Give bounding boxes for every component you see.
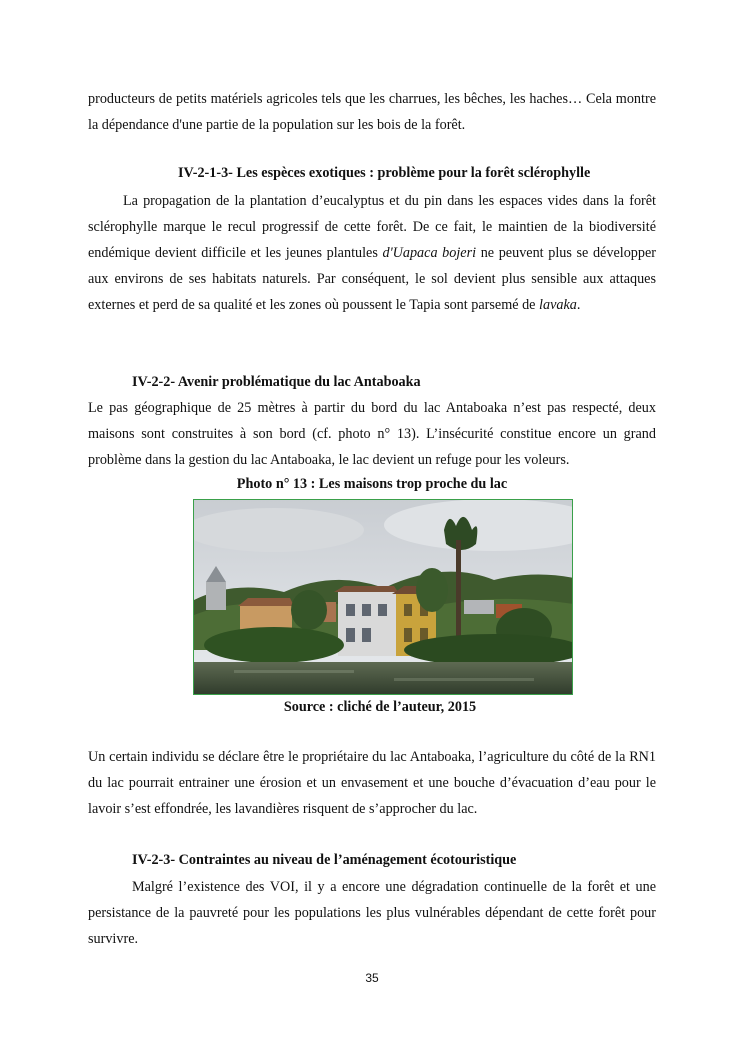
photo-houses-near-lake — [193, 499, 573, 695]
species-name: d'Uapaca bojeri — [382, 245, 477, 261]
paragraph-proprietaire-lac: Un certain individu se déclare être le propriétaire du lac Antaboaka, l’agriculture du côté de la RN1 du lac pourrait entrainer une érosion et un envasement et une bouche d’évacuation d’eau pour le lavoir s’est effondrée, les lavandières risquent de s’approcher du lac. — [88, 749, 656, 817]
photo-illustration — [194, 500, 573, 695]
paragraph-text: . — [576, 297, 581, 313]
paragraph-lac-antaboaka: Le pas géographique de 25 mètres à partir du bord du lac Antaboaka n’est pas respecté, deux maisons sont construites à son bord (cf. photo n° 13). L’insécurité constitue encore un grand problème dans la gestion du lac Antaboaka, le lac devient un refuge pour les voleurs. — [88, 400, 656, 468]
paragraph-text: La propagation de la plantation d’eucalyptus et du pin dans les espaces vides dans la forêt sclérophylle marque le recul progressif de cette forêt. De ce fait, le maintien de la biodiversité endémique devient difficile et les jeunes plantules — [88, 193, 656, 261]
section-heading-especes-exotiques: IV-2-1-3- Les espèces exotiques : problème pour la forêt sclérophylle — [178, 165, 591, 181]
paragraph-contraintes: Malgré l’existence des VOI, il y a encore une dégradation continuelle de la forêt et une persistance de la pauvreté pour les populations les plus vulnérables dépendant de cette forêt pour survivre. — [88, 879, 656, 947]
page-number: 35 — [365, 971, 379, 985]
photo-caption: Photo n° 13 : Les maisons trop proche du lac — [236, 476, 508, 492]
section-heading-contraintes-ecotouristique: IV-2-3- Contraintes au niveau de l’aménagement écotouristique — [132, 852, 517, 868]
paragraph-text: ne peuvent plus se développer aux environs de ses habitats naturels. Par conséquent, le sol devient plus sensible aux attaques externes et perd de sa qualité et les zones où poussent le Tapia sont parsemé de — [88, 245, 656, 313]
lavaka-term: lavaka — [539, 297, 577, 313]
section-heading-lac-antaboaka: IV-2-2- Avenir problématique du lac Antaboaka — [132, 374, 421, 390]
paragraph-especes-exotiques — [88, 188, 656, 318]
paragraph-intro: producteurs de petits matériels agricoles tels que les charrues, les bêches, les haches… Cela montre la dépendance d'une partie de la population sur les bois de la forêt. — [88, 91, 656, 133]
photo-source: Source : cliché de l’auteur, 2015 — [283, 699, 477, 715]
